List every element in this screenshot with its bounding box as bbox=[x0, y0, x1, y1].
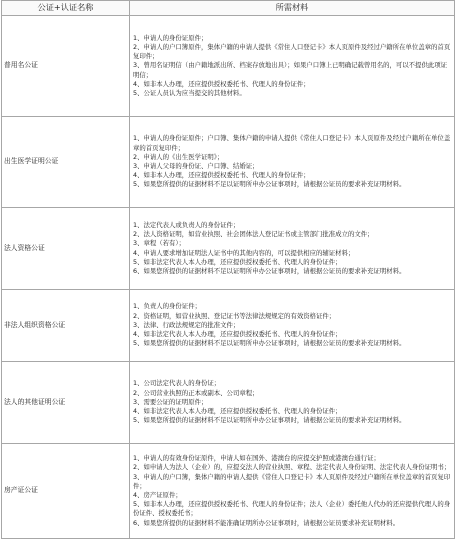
material-item: 1、法定代表人或负责人的身份证件； bbox=[133, 220, 240, 229]
header-materials: 所需材料 bbox=[130, 1, 455, 16]
row-materials bbox=[130, 16, 455, 117]
material-item: 5、如果您所提供的证据材料不足以证明所申办公证事项时，请根据公证员的要求补充证明材料。 bbox=[133, 416, 406, 425]
row-name: 房产证公证 bbox=[2, 444, 130, 539]
table-row bbox=[2, 208, 455, 290]
material-item: 3、申请人的户口簿，集体户籍的申请人提供《常住人口登记卡》本人页原件及经过户籍所在单位盖章的首页复印件； bbox=[133, 472, 451, 490]
material-item: 1、申请人的身份证原件； bbox=[133, 33, 208, 42]
row-materials bbox=[130, 117, 455, 208]
row-name: 法人的其他证明公证 bbox=[2, 362, 130, 444]
material-item: 5、如果您所提供的证据材料不足以证明所申办公证事项时，请根据公证员的要求补充证明材料。 bbox=[133, 180, 406, 189]
row-name: 出生医学证明公证 bbox=[2, 117, 130, 208]
material-item: 4、申请人要求增加证明法人证书中的其他内容的，可以提供相应的辅证材料； bbox=[133, 248, 355, 257]
table-header-row bbox=[2, 1, 455, 16]
table-row bbox=[2, 290, 455, 362]
material-item: 2、如申请人为法人（企业）的，应提交法人的营业执照、章程、法定代表人身份证明、法定代表人身份证明书； bbox=[133, 463, 451, 472]
row-materials bbox=[130, 362, 455, 444]
material-item: 3、章程（若有）； bbox=[133, 239, 185, 248]
material-item: 5、如非本人办理，还应提供授权委托书、代理人的身份证件；法人（企业）委托他人代办的还应提供代理人的身份证件、授权委托书； bbox=[133, 500, 451, 518]
table-row bbox=[2, 444, 455, 539]
header-name: 公证+认证名称 bbox=[2, 1, 130, 16]
material-item: 3、申请人父母的身份证、户口簿、结婚证； bbox=[133, 162, 259, 170]
row-materials bbox=[130, 290, 455, 362]
material-item: 1、负责人的身份证件； bbox=[133, 302, 201, 311]
row-name: 普用名公证 bbox=[2, 16, 130, 117]
material-item: 2、申请人的户口簿原件，集体户籍的申请人提供《常住人口登记卡》本人页原件及经过户籍所在单位盖章的首页复印件； bbox=[133, 42, 451, 61]
material-item: 4、如非法定代表人本人办理，还应提供授权委托书、代理人的身份证件； bbox=[133, 407, 342, 416]
material-item: 2、公司营业执照的正本或副本、公司章程； bbox=[133, 388, 259, 397]
material-item: 5、如非法定代表人本人办理，还应提供授权委托书、代理人的身份证件； bbox=[133, 257, 342, 266]
material-item: 2、申请人的《出生医学证明》； bbox=[133, 152, 224, 161]
material-item: 6、如果您所提供的证据材料不能准确证明所办公证事项时，请根据公证员要求补充证明材料。 bbox=[133, 518, 400, 527]
material-item: 1、申请人的有效身份证原件，申请人如在国外、港澳台的应提交护照或港澳台通行证； bbox=[133, 454, 380, 463]
row-name: 法人资格公证 bbox=[2, 208, 130, 290]
material-item: 5、如果您所提供的证据材料不足以证明所申办公证事项时，请根据公证员的要求补充证明材料。 bbox=[133, 339, 406, 348]
material-item: 4、如非本人办理，还应提供授权委托书、代理人的身份证件； bbox=[133, 171, 310, 180]
material-item: 4、如非法定代表人本人办理，还应提供授权委托书、代理人的身份证件； bbox=[133, 330, 342, 339]
material-item: 2、资格证明，如营业执照、登记证书等法律法规规定的有效资格证件； bbox=[133, 311, 336, 320]
material-item: 3、需要公证的证明原件； bbox=[133, 397, 208, 406]
material-item: 2、法人资格证明，如营业执照、社会团体法人登记证书或主管部门批准成立的文件； bbox=[133, 230, 374, 239]
row-materials bbox=[130, 444, 455, 539]
material-item: 3、曾用名证明信（由户籍地派出所、档案存放地出具）；如果户口簿上已明确记载曾用名的，可以不提供此项证明信； bbox=[133, 61, 448, 79]
material-item: 3、法律、行政法规规定的批准文件； bbox=[133, 320, 240, 329]
material-item: 5、公证人员认为应当提交的其他材料。 bbox=[133, 89, 246, 97]
material-item: 4、房产证原件； bbox=[133, 491, 182, 499]
material-item: 1、公司法定代表人的身份证； bbox=[133, 379, 221, 388]
table-row bbox=[2, 362, 455, 444]
requirements-table bbox=[1, 0, 455, 539]
material-item: 1、申请人的身份证原件；户口簿、集体户籍的申请人提供《常住人口登记卡》本人页原件及经过户籍所在单位盖章的首页复印件； bbox=[133, 134, 451, 152]
row-name: 非法人组织资格公证 bbox=[2, 290, 130, 362]
material-item: 6、如果您所提供的证据材料不足以证明所申办公证事项时，请根据公证员的要求补充证明材料。 bbox=[133, 266, 406, 275]
row-materials bbox=[130, 208, 455, 290]
material-item: 4、如非本人办理，还应提供授权委托书、代理人的身份证件； bbox=[133, 79, 310, 88]
table-row bbox=[2, 16, 455, 117]
table-row bbox=[2, 117, 455, 208]
